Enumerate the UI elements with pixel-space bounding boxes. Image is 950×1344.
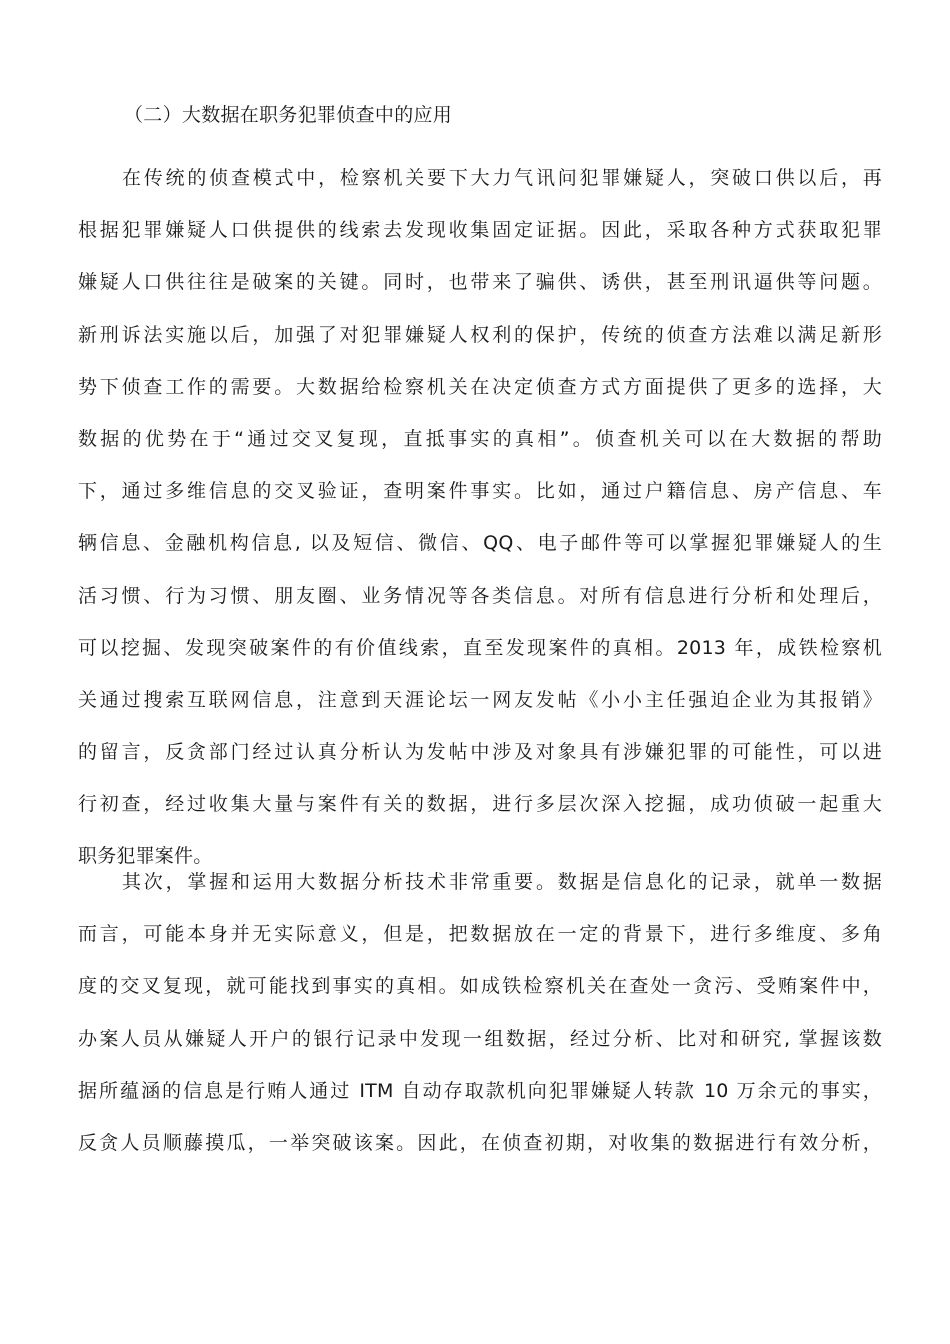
paragraph-line: 职务犯罪案件。 [78,845,213,868]
paragraph-line: 嫌疑人口供往往是破案的关键。同时，也带来了骗供、诱供，甚至刑讯逼供等问题。 [78,271,882,294]
paragraph-line: 反贪人员顺藤摸瓜，一举突破该案。因此，在侦查初期，对收集的数据进行有效分析， [78,1131,882,1154]
paragraph [78,152,882,883]
paragraph-line: 关通过搜索互联网信息，注意到天涯论坛一网友发帖《小小主任强迫企业为其报销》 [78,688,882,711]
paragraph-line: 度的交叉复现，就可能找到事实的真相。如成铁检察机关在查处一贪污、受贿案件中， [78,975,882,998]
paragraph-line: 据所蕴涵的信息是行贿人通过 ITM 自动存取款机向犯罪嫌疑人转款 10 万余元的事实， [78,1079,882,1102]
paragraph-line: 在传统的侦查模式中，检察机关要下大力气讯问犯罪嫌疑人，突破口供以后，再 [122,167,882,189]
paragraph-line: 新刑诉法实施以后，加强了对犯罪嫌疑人权利的保护，传统的侦查方法难以满足新形 [78,323,882,346]
paragraph-line: 办案人员从嫌疑人开户的银行记录中发现一组数据，经过分析、比对和研究, 掌握该数 [78,1027,882,1050]
paragraph-line: 数据的优势在于“通过交叉复现，直抵事实的真相”。侦查机关可以在大数据的帮助 [78,427,882,450]
section-heading: （二）大数据在职务犯罪侦查中的应用 [124,104,453,126]
paragraph-line: 而言，可能本身并无实际意义，但是，把数据放在一定的背景下，进行多维度、多角 [78,923,882,946]
paragraph-line: 辆信息、金融机构信息, 以及短信、微信、QQ、电子邮件等可以掌握犯罪嫌疑人的生 [78,532,882,555]
paragraph-line: 其次，掌握和运用大数据分析技术非常重要。数据是信息化的记录，就单一数据 [122,871,882,893]
paragraph-line: 的留言，反贪部门经过认真分析认为发帖中涉及对象具有涉嫌犯罪的可能性，可以进 [78,741,882,764]
paragraph-line: 可以挖掘、发现突破案件的有价值线索，直至发现案件的真相。2013 年，成铁检察机 [78,636,882,659]
paragraph-line: 根据犯罪嫌疑人口供提供的线索去发现收集固定证据。因此，采取各种方式获取犯罪 [78,219,882,242]
paragraph-line: 势下侦查工作的需要。大数据给检察机关在决定侦查方式方面提供了更多的选择，大 [78,375,882,398]
paragraph-line: 下，通过多维信息的交叉验证，查明案件事实。比如，通过户籍信息、房产信息、车 [78,480,882,503]
paragraph-line: 活习惯、行为习惯、朋友圈、业务情况等各类信息。对所有信息进行分析和处理后， [78,584,882,607]
paragraph [78,856,882,1169]
paragraph-line: 行初查，经过收集大量与案件有关的数据，进行多层次深入挖掘，成功侦破一起重大 [78,793,882,816]
